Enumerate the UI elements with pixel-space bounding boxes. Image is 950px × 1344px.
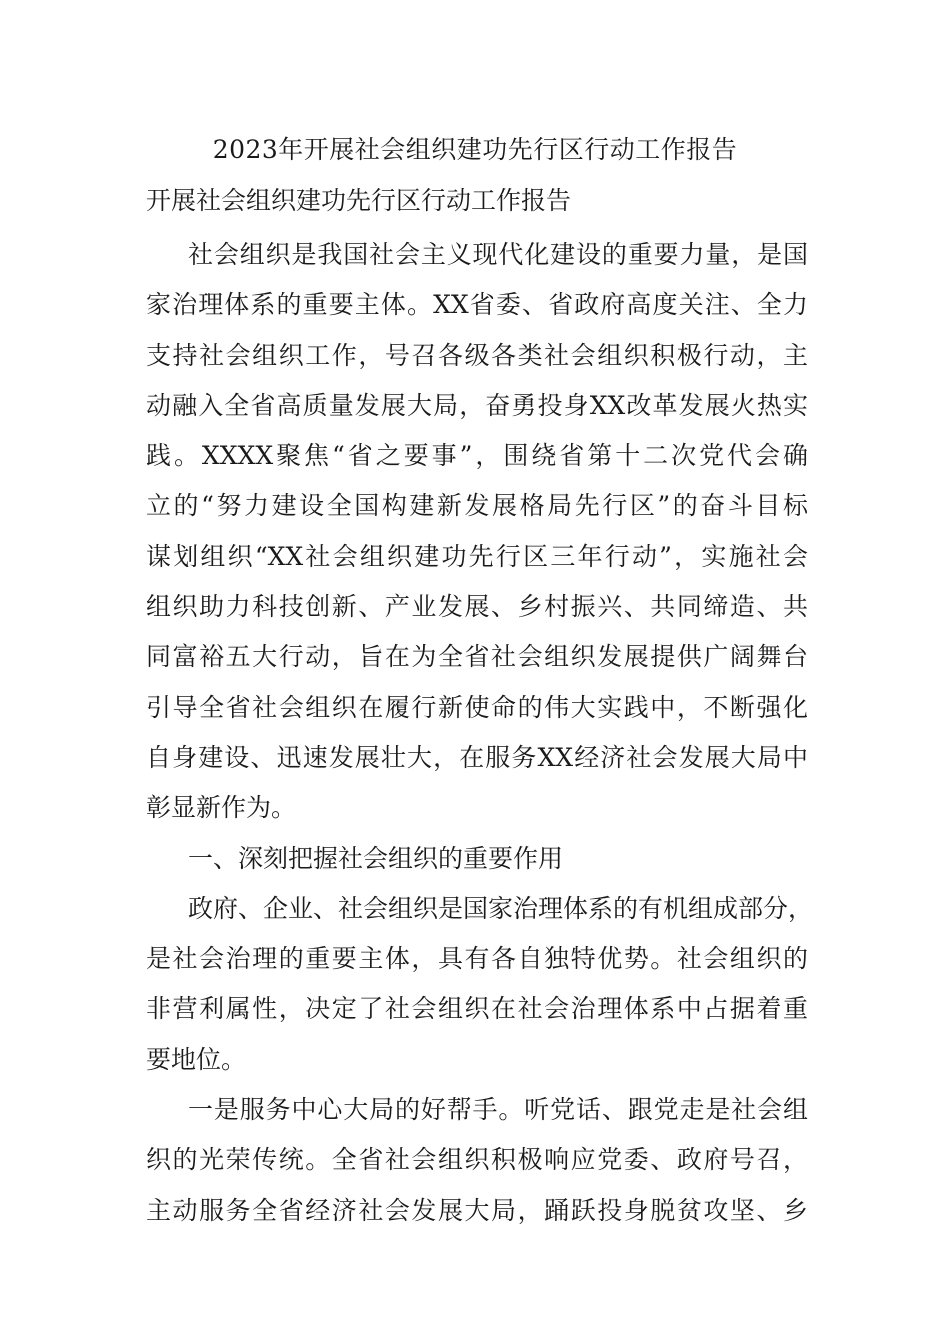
paragraph-line: 社会组织是我国社会主义现代化建设的重要力量，是国 bbox=[188, 240, 808, 269]
paragraph-line: 谋划组织“XX社会组织建功先行区三年行动”，实施社会 bbox=[146, 541, 808, 571]
paragraph-line: 家治理体系的重要主体。XX省委、省政府高度关注、全力 bbox=[146, 290, 808, 320]
section-heading: 一、深刻把握社会组织的重要作用 bbox=[188, 843, 564, 873]
document-subtitle: 开展社会组织建功先行区行动工作报告 bbox=[146, 186, 572, 215]
paragraph-line: 彰显新作为。 bbox=[146, 793, 297, 823]
paragraph-line: 要地位。 bbox=[146, 1044, 247, 1074]
paragraph-line: 织的光荣传统。全省社会组织积极响应党委、政府号召， bbox=[146, 1145, 808, 1175]
paragraph-line: 自身建设、迅速发展壮大，在服务XX经济社会发展大局中 bbox=[146, 742, 808, 772]
paragraph-line: 同富裕五大行动，旨在为全省社会组织发展提供广阔舞台 bbox=[146, 642, 808, 672]
paragraph-line: 一是服务中心大局的好帮手。听党话、跟党走是社会组 bbox=[188, 1095, 808, 1125]
paragraph-line: 组织助力科技创新、产业发展、乡村振兴、共同缔造、共 bbox=[146, 592, 808, 622]
paragraph-line: 主动服务全省经济社会发展大局，踊跃投身脱贫攻坚、乡 bbox=[146, 1195, 808, 1225]
document-body bbox=[146, 230, 814, 1236]
paragraph-line: 动融入全省高质量发展大局，奋勇投身XX改革发展火热实 bbox=[146, 390, 808, 420]
paragraph-line: 践。XXXX聚焦“省之要事”，围绕省第十二次党代会确 bbox=[146, 441, 808, 471]
paragraph-line: 支持社会组织工作，号召各级各类社会组织积极行动，主 bbox=[146, 340, 808, 370]
paragraph-line: 非营利属性，决定了社会组织在社会治理体系中占据着重 bbox=[146, 994, 808, 1024]
paragraph-line: 政府、企业、社会组织是国家治理体系的有机组成部分， bbox=[188, 893, 814, 923]
paragraph-line: 立的“努力建设全国构建新发展格局先行区”的奋斗目标 bbox=[146, 491, 808, 521]
document-title: 2023年开展社会组织建功先行区行动工作报告 bbox=[212, 135, 738, 164]
paragraph-line: 是社会治理的重要主体，具有各自独特优势。社会组织的 bbox=[146, 944, 808, 974]
paragraph-line: 引导全省社会组织在履行新使命的伟大实践中，不断强化 bbox=[146, 692, 808, 722]
